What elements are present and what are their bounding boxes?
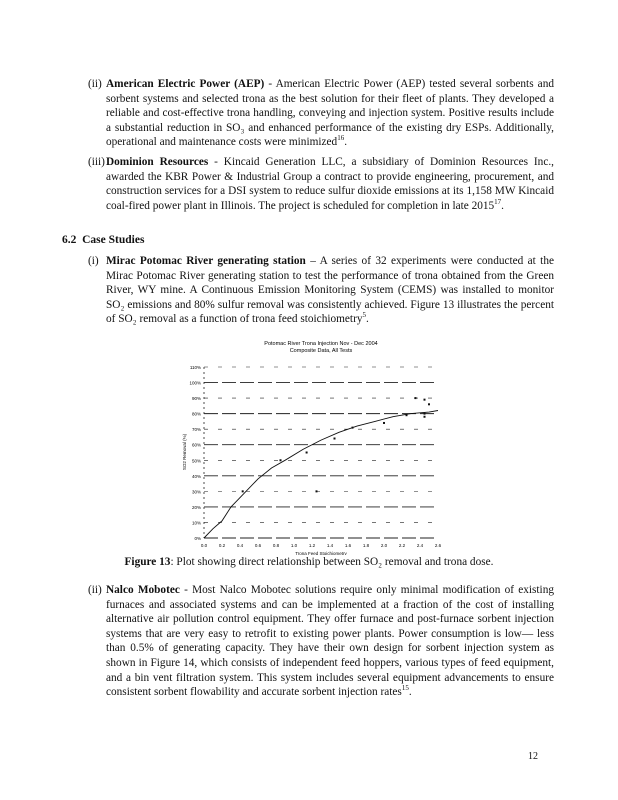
item-text: – A series of 32 experiments were conducted at the Mirac Potomac River generating station to test the performance of trona obtained from the Green River, WY mine. A Continuous Emission Monitoring System (CEMS) was installed to monitor SO₂ emissions and 80% sulfur removal was consistently achieved. Figure 13 illustrates the percent of SO₂ removal as a function of trona feed stoichiometry xyxy=(106,255,554,326)
item-title: Dominion Resources xyxy=(106,156,209,168)
reference: 17 xyxy=(494,198,502,207)
section-number: 6.2 xyxy=(62,234,77,246)
data-point xyxy=(316,490,318,492)
list-item-dominion xyxy=(88,155,554,213)
figure-caption xyxy=(0,556,618,568)
y-tick-label: 30% xyxy=(191,489,201,495)
item-paragraph xyxy=(106,77,554,150)
x-tick-label: 2.4 xyxy=(416,543,424,548)
list-item-nalco xyxy=(88,583,554,700)
page-number: 12 xyxy=(528,751,538,762)
item-paragraph xyxy=(106,583,554,700)
data-point xyxy=(415,397,417,399)
y-tick-label: 50% xyxy=(191,458,201,464)
item-title: American Electric Power (AEP) xyxy=(106,78,265,90)
so2-removal-chart xyxy=(180,335,442,555)
y-tick-label: 0% xyxy=(194,536,201,541)
y-tick-label: 100% xyxy=(189,380,201,386)
list-item-aep xyxy=(88,77,554,150)
reference: 15 xyxy=(401,684,409,693)
x-tick-label: 0.0 xyxy=(200,543,208,548)
item-number: (ii) xyxy=(88,78,102,90)
data-point xyxy=(306,452,308,454)
item-number: (ii) xyxy=(88,584,102,596)
x-tick-label: 1.8 xyxy=(362,543,370,548)
fit-curve xyxy=(204,411,438,539)
punct: . xyxy=(501,199,504,212)
y-tick-label: 60% xyxy=(191,442,201,448)
data-point xyxy=(424,399,426,401)
chart-title: Potomac River Trona Injection Nov - Dec 2004 xyxy=(264,341,378,347)
item-text: - Most Nalco Mobotec solutions require only minimal modification of existing furnaces and associated systems and can be implemented at a fraction of the cost of installing alternative air pollution control equipment. They offer furnace and post-furnace sorbent injection systems that are very easy to retrofit to existing power plants. Power consumption is low— less than 0.5% of generating capacity. They have their own design for sorbent injection system as shown in Figure 14, which consists of independent feed hoppers, various types of feed equipment, and a bin vent filtration system. This system includes several equipment advancements to ensure consistent sorbent flowability and accurate sorbent injection rates xyxy=(106,584,554,699)
x-tick-label: 1.0 xyxy=(290,543,298,548)
data-point xyxy=(383,422,385,424)
data-point xyxy=(334,438,336,440)
y-axis-label: SO2 Removal (%) xyxy=(182,433,187,471)
reference: 5 xyxy=(362,311,366,320)
item-number: (i) xyxy=(88,255,99,267)
figure-label: Figure 13 xyxy=(124,556,171,568)
y-tick-label: 110% xyxy=(189,365,201,370)
x-tick-label: 2.0 xyxy=(380,543,388,548)
reference: 16 xyxy=(337,134,345,143)
y-tick-label: 80% xyxy=(191,411,201,417)
data-point xyxy=(280,459,282,461)
item-text: - Kincaid Generation LLC, a subsidiary of Dominion Resources Inc., awarded the KBR Power & Industrial Group a contract to provide engineering, procurement, and construction services for a DSI system to reduce sulfur dioxide emissions at its 1,158 MW Kincaid coal-fired power plant in Illinois. The project is scheduled for completion in late 2015 xyxy=(106,156,554,212)
x-tick-label: 0.4 xyxy=(236,543,244,548)
x-tick-label: 2.6 xyxy=(434,543,442,548)
item-paragraph xyxy=(106,155,554,213)
x-tick-label: 1.6 xyxy=(344,543,352,548)
chart-subtitle: Composite Data, All Tests xyxy=(289,348,353,354)
punct: . xyxy=(408,686,412,699)
y-tick-label: 40% xyxy=(191,473,201,479)
item-number: (iii) xyxy=(88,156,105,168)
x-tick-label: 1.4 xyxy=(326,543,334,548)
item-paragraph xyxy=(106,254,554,327)
x-tick-label: 2.2 xyxy=(398,543,406,548)
punct: . xyxy=(365,313,369,326)
figure-caption-text: : Plot showing direct relationship between SO₂ removal and trona dose. xyxy=(170,556,494,568)
y-tick-label: 10% xyxy=(191,520,201,526)
x-tick-label: 0.6 xyxy=(254,543,262,548)
list-item-potomac xyxy=(88,254,554,327)
data-point xyxy=(352,427,354,429)
item-text: - American Electric Power (AEP) tested several sorbents and sorbent systems and selected trona as the best solution for their fleet of plants. They developed a reliable and cost-effective trona handling, conveying and injection system. Positive results include a substantial reduction in SO₃ and enhanced performance of the existing dry ESPs. Additionally, operational and maintenance costs were minimized xyxy=(106,78,554,149)
item-title: Nalco Mobotec xyxy=(106,584,180,596)
y-tick-label: 20% xyxy=(191,504,201,510)
item-title: Mirac Potomac River generating station xyxy=(106,255,306,267)
x-tick-label: 0.2 xyxy=(218,543,226,548)
data-point xyxy=(242,490,244,492)
y-tick-label: 70% xyxy=(191,427,201,433)
punct: . xyxy=(344,136,348,149)
data-point xyxy=(428,403,430,405)
y-tick-label: 90% xyxy=(191,396,201,402)
x-tick-label: 0.8 xyxy=(272,543,280,548)
data-point xyxy=(406,414,408,416)
data-point xyxy=(424,416,426,418)
data-point xyxy=(424,413,426,415)
section-title: Case Studies xyxy=(82,234,145,246)
section-heading xyxy=(62,234,144,246)
x-axis-label: Trona Feed Stoichiometry xyxy=(295,551,347,555)
x-tick-label: 1.2 xyxy=(308,543,316,548)
